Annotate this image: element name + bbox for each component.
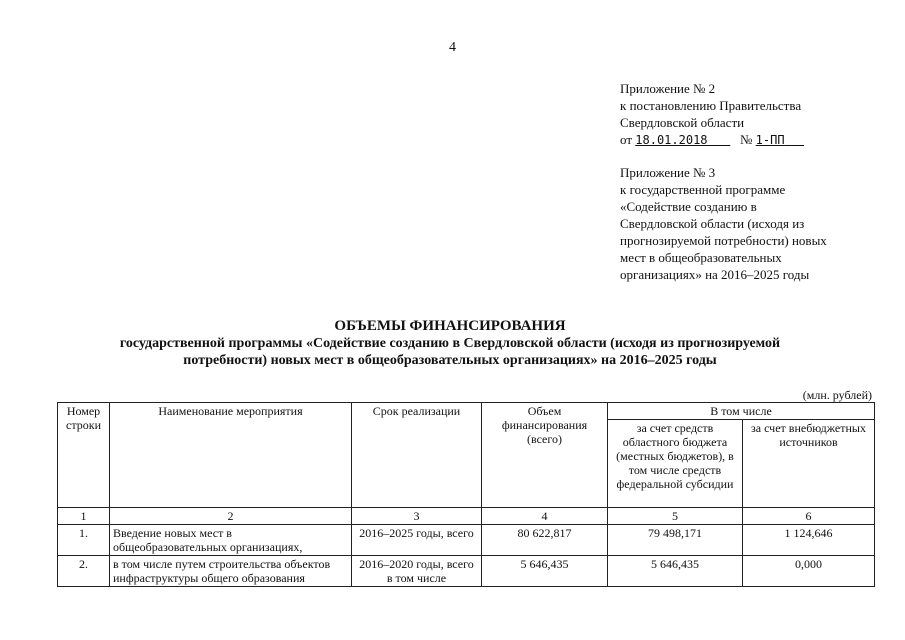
row-extra: 0,000 <box>743 556 875 587</box>
row-regional: 79 498,171 <box>608 525 743 556</box>
column-number: 2 <box>110 508 352 525</box>
date-prefix: от <box>620 132 633 147</box>
title-line: ОБЪЕМЫ ФИНАНСИРОВАНИЯ <box>334 318 566 334</box>
column-number: 3 <box>352 508 482 525</box>
financing-table <box>57 402 875 587</box>
appendix-3-line: к государственной программе <box>620 182 786 197</box>
row-period: 2016–2025 годы, всего <box>352 525 482 556</box>
row-period: 2016–2020 годы, всего в том числе <box>352 556 482 587</box>
header-row-number: Номер строки <box>58 403 110 508</box>
column-number: 4 <box>482 508 608 525</box>
header-period: Срок реализации <box>352 403 482 508</box>
appendix-3-line: Приложение № 3 <box>620 165 716 180</box>
header-extra: за счет внебюджетных источников <box>743 420 875 508</box>
row-number: 1. <box>58 525 110 556</box>
row-number: 2. <box>58 556 110 587</box>
appendix-2-line: Свердловской области <box>620 115 745 130</box>
number-prefix: № <box>740 132 753 147</box>
appendix-2-block <box>620 80 804 149</box>
row-volume: 80 622,817 <box>482 525 608 556</box>
appendix-3-line: организациях» на 2016–2025 годы <box>620 267 810 282</box>
decree-date: 18.01.2018 <box>635 133 708 147</box>
row-name: в том числе путем строительства объектов инфраструктуры общего образования <box>110 556 352 587</box>
title-line: потребности) новых мест в общеобразовательных организациях» на 2016–2025 годы <box>183 353 717 368</box>
row-extra: 1 124,646 <box>743 525 875 556</box>
column-number: 5 <box>608 508 743 525</box>
header-including: В том числе <box>608 403 875 420</box>
header-name: Наименование мероприятия <box>110 403 352 508</box>
appendix-3-line: прогнозируемой потребности) новых <box>620 233 827 248</box>
header-volume: Объем финансирования (всего) <box>482 403 608 508</box>
row-name: Введение новых мест в общеобразовательных организациях, <box>110 525 352 556</box>
appendix-3-block <box>620 164 827 283</box>
header-regional: за счет средств областного бюджета (местных бюджетов), в том числе средств федеральной субсидии <box>608 420 743 508</box>
table-row <box>58 525 875 556</box>
row-volume: 5 646,435 <box>482 556 608 587</box>
decree-number: 1-ПП <box>755 133 785 147</box>
title-line: государственной программы «Содействие созданию в Свердловской области (исходя из прогнозируемой <box>119 336 781 351</box>
appendix-3-line: мест в общеобразовательных <box>620 250 782 265</box>
page-number: 4 <box>449 40 456 55</box>
appendix-2-line: к постановлению Правительства <box>620 98 802 113</box>
appendix-3-line: Свердловской области (исходя из <box>620 216 805 231</box>
document-title <box>60 318 840 369</box>
appendix-3-line: «Содействие созданию в <box>620 199 757 214</box>
column-number: 6 <box>743 508 875 525</box>
appendix-2-date-line <box>620 131 804 149</box>
appendix-2-line: Приложение № 2 <box>620 81 716 96</box>
column-numbers-row <box>58 508 875 525</box>
units-note: (млн. рублей) <box>802 388 872 402</box>
table-row <box>58 556 875 587</box>
row-regional: 5 646,435 <box>608 556 743 587</box>
column-number: 1 <box>58 508 110 525</box>
